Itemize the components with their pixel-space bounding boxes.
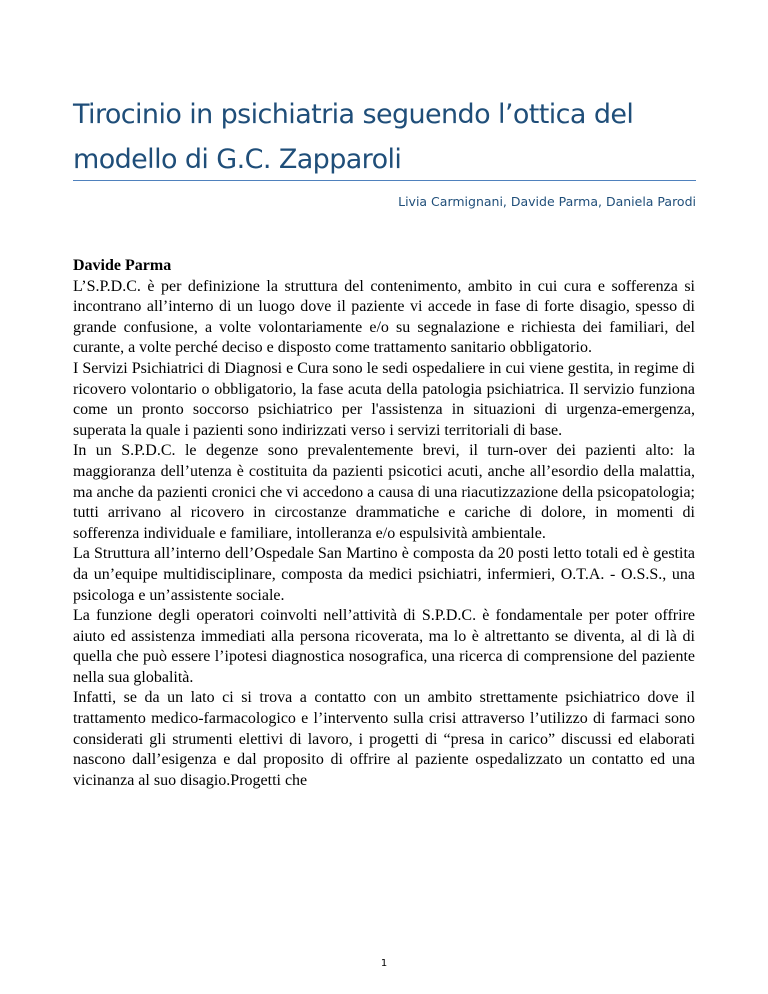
- title-divider: [73, 180, 696, 181]
- body-paragraph: La Struttura all’interno dell’Ospedale San Martino è composta da 20 posti letto totali ed è gestita da un’equipe multidisciplinare, composta da medici psichiatri, infermieri, O.T.A. - O.S.S., una psicologa e un’assistente sociale.: [73, 545, 695, 604]
- body-paragraph: La funzione degli operatori coinvolti nell’attività di S.P.D.C. è fondamentale per poter offrire aiuto ed assistenza immediati alla persona ricoverata, ma lo è altrettanto se diventa, al di là di quella che può essere l’ipotesi diagnostica nosografica, una ricerca di comprensione del paziente nella sua globalità.: [73, 607, 695, 686]
- document-body: [73, 256, 695, 791]
- body-paragraph: In un S.P.D.C. le degenze sono prevalentemente brevi, il turn-over dei pazienti alto: la maggioranza dell’utenza è costituita da pazienti psicotici acuti, anche all’esordio della malattia, ma anche da pazienti cronici che vi accedono a causa di una riacutizzazione della psicopatologia; tutti arrivano al ricovero in circostanze drammatiche e cariche di dolore, in momenti di sofferenza individuale e familiare, intolleranza e/o espulsività ambientale.: [73, 442, 695, 542]
- page-number: 1: [380, 958, 388, 969]
- author-line: Livia Carmignani, Davide Parma, Daniela Parodi: [398, 194, 696, 209]
- document-title: Tirocinio in psichiatria seguendo l’ottica del modello di G.C. Zapparoli: [73, 99, 634, 175]
- body-paragraph: I Servizi Psichiatrici di Diagnosi e Cura sono le sedi ospedaliere in cui viene gestita, in regime di ricovero volontario o obbligatorio, la fase acuta della patologia psichiatrica. Il servizio funziona come un pronto soccorso psichiatrico per l'assistenza in situazioni di urgenza-emergenza, superata la quale i pazienti sono indirizzati verso i servizi territoriali di base.: [73, 359, 695, 439]
- body-paragraph: Infatti, se da un lato ci si trova a contatto con un ambito strettamente psichiatrico dove il trattamento medico-farmacologico e l’intervento sulla crisi attraverso l’utilizzo di farmaci sono considerati gli strumenti elettivi di lavoro, i progetti di “presa in carico” discussi ed elaborati nascono dall’esigenza e dal proposito di offrire al paziente ospedalizzato un contatto ed una vicinanza al suo disagio.Progetti che: [73, 689, 695, 789]
- body-paragraph: L’S.P.D.C. è per definizione la struttura del contenimento, ambito in cui cura e sofferenza si incontrano all’interno di un luogo dove il paziente vi accede in fase di forte disagio, spesso di grande confusione, a volte volontariamente e/o su segnalazione e richiesta dei familiari, del curante, a volte perché deciso e disposto come trattamento sanitario obbligatorio.: [73, 277, 695, 357]
- section-author-heading: Davide Parma: [73, 257, 172, 274]
